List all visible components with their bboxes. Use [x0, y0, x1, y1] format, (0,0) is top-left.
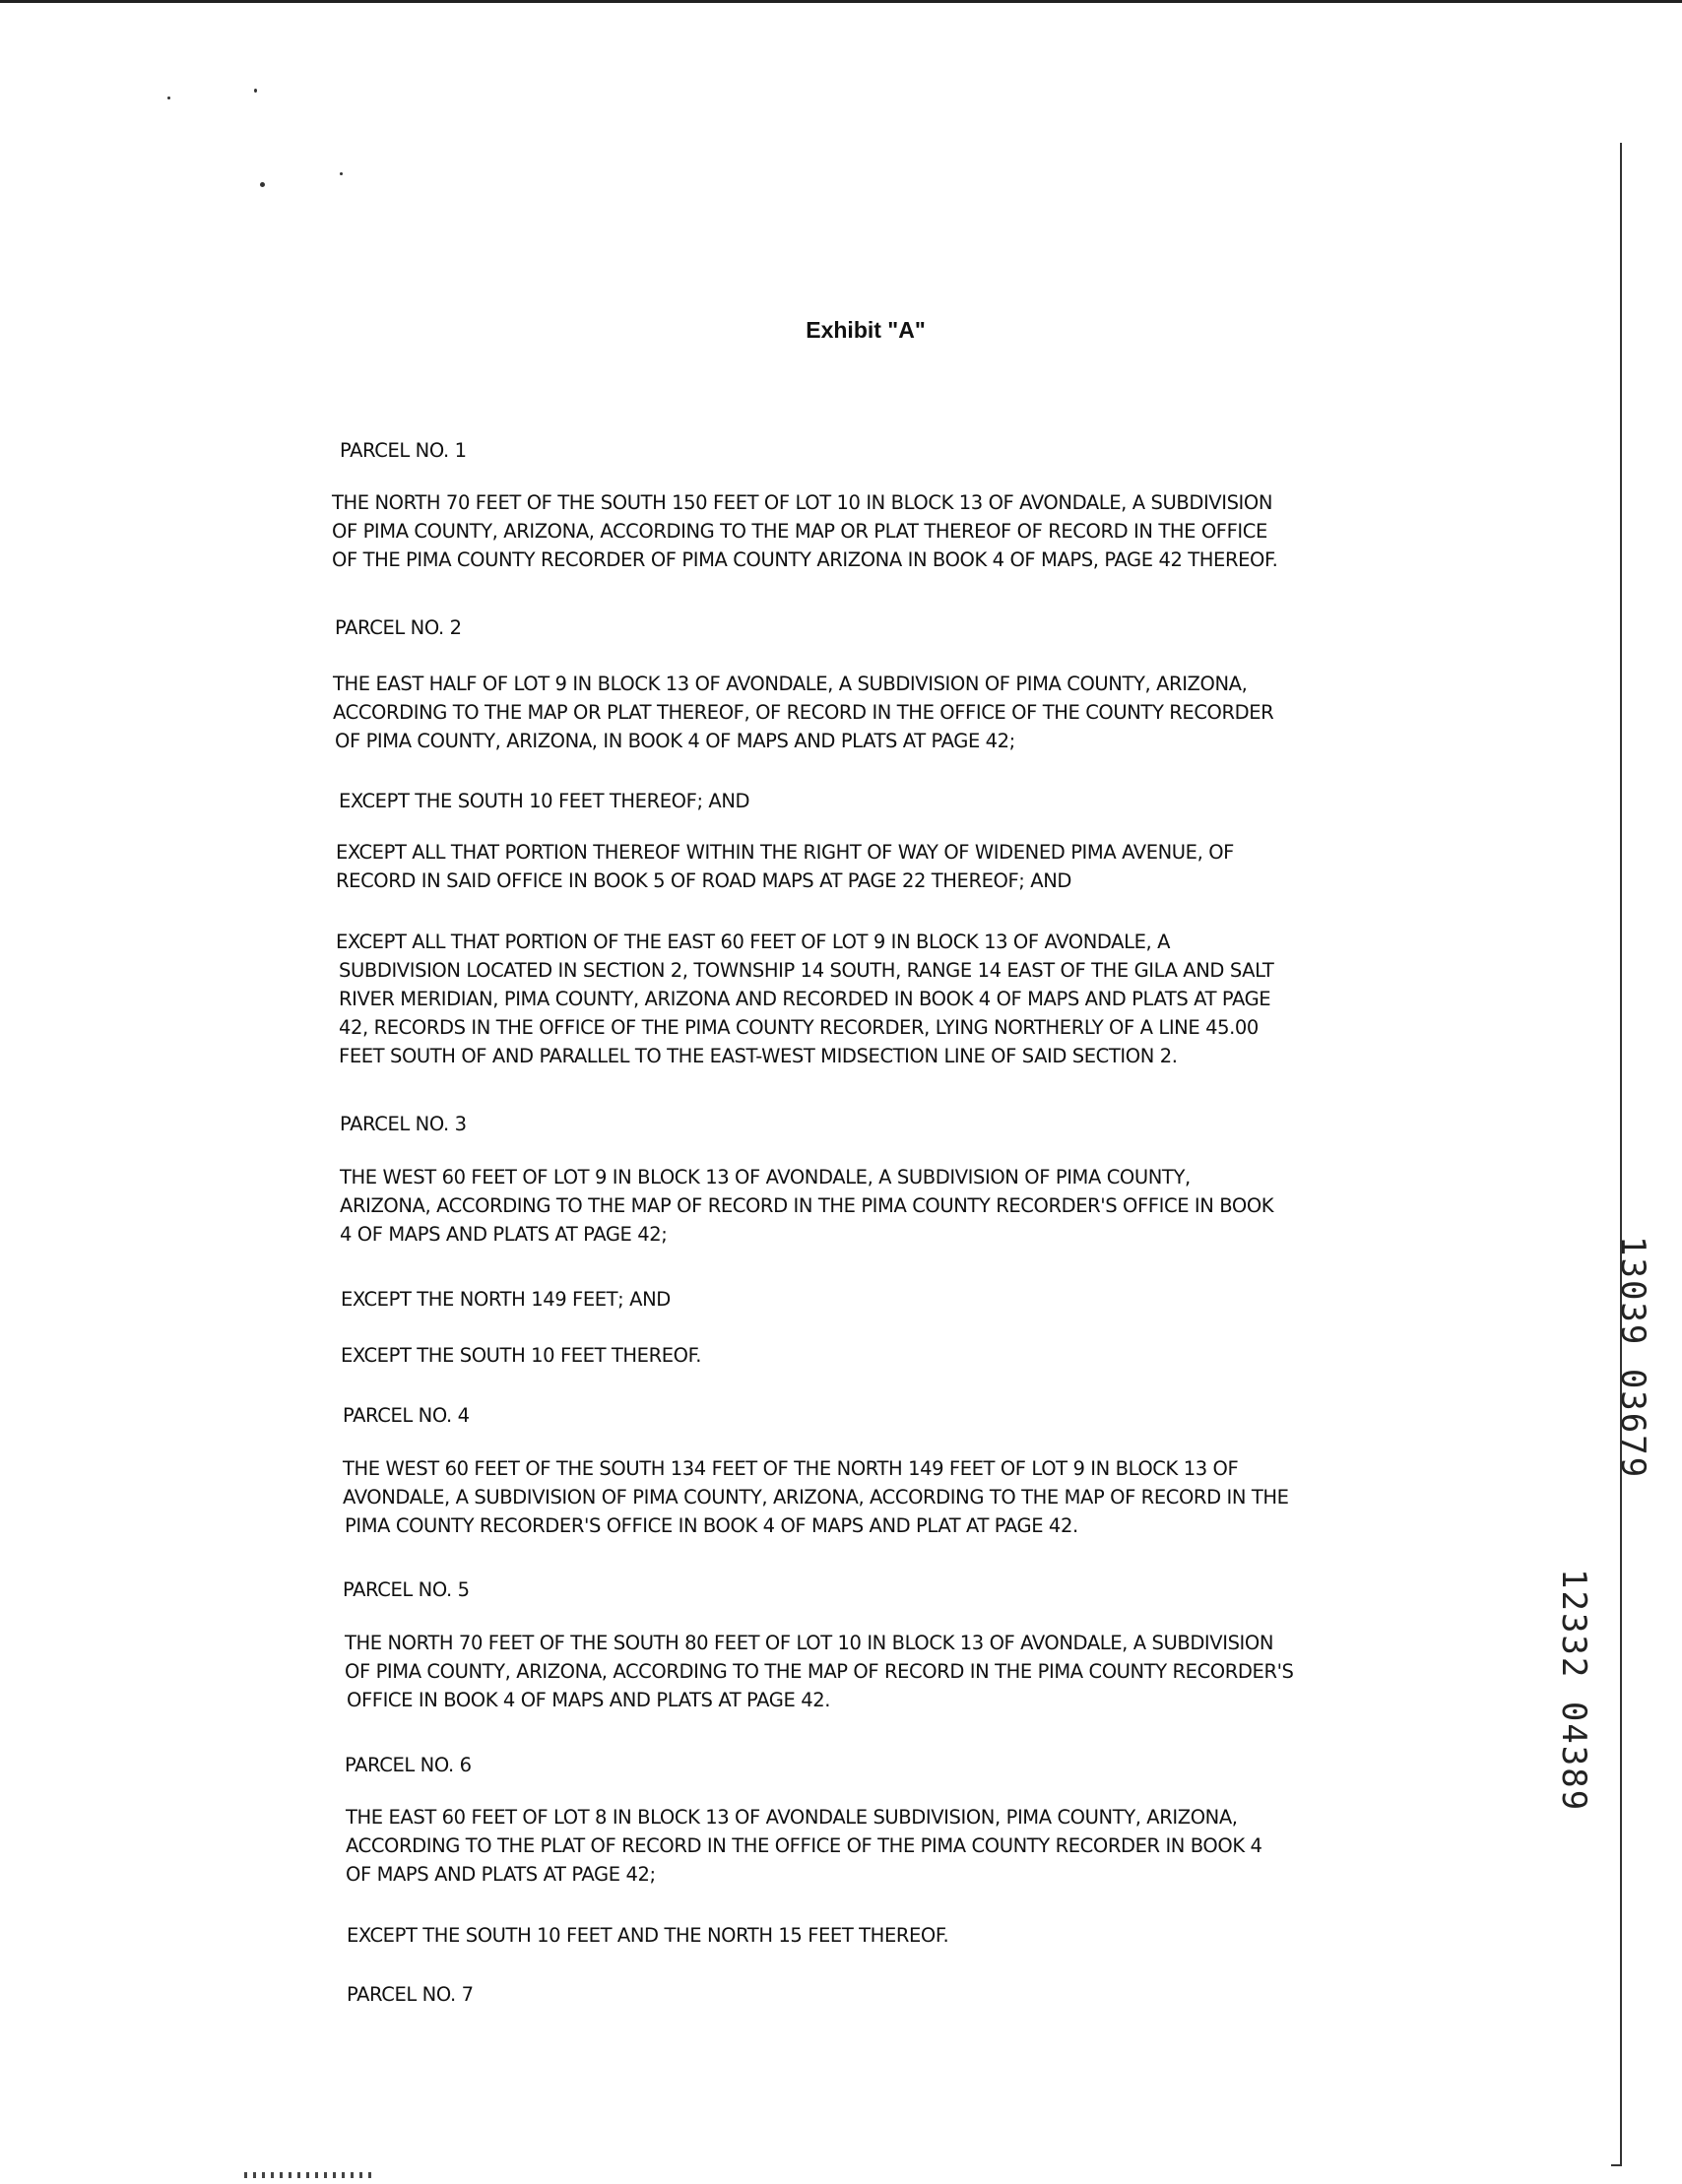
paragraph-line: EXCEPT ALL THAT PORTION OF THE EAST 60 FEET OF LOT 9 IN BLOCK 13 OF AVONDALE, A: [336, 931, 1171, 953]
exception-line: EXCEPT THE SOUTH 10 FEET THEREOF; AND: [339, 790, 750, 812]
paragraph-line: THE NORTH 70 FEET OF THE SOUTH 150 FEET OF LOT 10 IN BLOCK 13 OF AVONDALE, A SUBDIVISION: [332, 491, 1273, 514]
paragraph-line: THE WEST 60 FEET OF LOT 9 IN BLOCK 13 OF AVONDALE, A SUBDIVISION OF PIMA COUNTY,: [340, 1166, 1191, 1188]
parcel-heading: PARCEL NO. 5: [343, 1578, 470, 1601]
scan-speck: [260, 182, 265, 187]
paragraph-line: ACCORDING TO THE PLAT OF RECORD IN THE OFFICE OF THE PIMA COUNTY RECORDER IN BOOK 4: [346, 1834, 1262, 1857]
exception-line: EXCEPT THE NORTH 149 FEET; AND: [341, 1288, 671, 1311]
paragraph-line: OF PIMA COUNTY, ARIZONA, ACCORDING TO THE MAP OF RECORD IN THE PIMA COUNTY RECORDER'S: [345, 1660, 1294, 1683]
paragraph-line: OFFICE IN BOOK 4 OF MAPS AND PLATS AT PAGE 42.: [347, 1689, 830, 1711]
scan-bottom-marks: [244, 2172, 372, 2178]
paragraph-line: THE WEST 60 FEET OF THE SOUTH 134 FEET OF THE NORTH 149 FEET OF LOT 9 IN BLOCK 13 OF: [343, 1457, 1239, 1480]
exhibit-title: Exhibit "A": [806, 317, 926, 343]
margin-rule-foot: [1611, 2164, 1622, 2166]
paragraph-line: RECORD IN SAID OFFICE IN BOOK 5 OF ROAD MAPS AT PAGE 22 THEREOF; AND: [336, 869, 1072, 892]
paragraph-line: OF THE PIMA COUNTY RECORDER OF PIMA COUNTY ARIZONA IN BOOK 4 OF MAPS, PAGE 42 THEREOF.: [332, 548, 1278, 571]
exception-line: EXCEPT THE SOUTH 10 FEET AND THE NORTH 15 FEET THEREOF.: [347, 1924, 949, 1947]
paragraph-line: ARIZONA, ACCORDING TO THE MAP OF RECORD IN THE PIMA COUNTY RECORDER'S OFFICE IN BOOK: [340, 1194, 1274, 1217]
paragraph-line: EXCEPT ALL THAT PORTION THEREOF WITHIN THE RIGHT OF WAY OF WIDENED PIMA AVENUE, OF: [336, 841, 1234, 864]
scan-speck: [167, 96, 170, 99]
margin-rule: [1620, 143, 1622, 2166]
paragraph-line: OF MAPS AND PLATS AT PAGE 42;: [346, 1863, 656, 1886]
parcel-heading: PARCEL NO. 7: [347, 1983, 474, 2006]
paragraph-line: ACCORDING TO THE MAP OR PLAT THEREOF, OF RECORD IN THE OFFICE OF THE COUNTY RECORDER: [333, 701, 1274, 724]
paragraph-line: RIVER MERIDIAN, PIMA COUNTY, ARIZONA AND RECORDED IN BOOK 4 OF MAPS AND PLATS AT PAGE: [339, 988, 1271, 1010]
parcel-heading: PARCEL NO. 1: [340, 439, 467, 462]
paragraph-line: 42, RECORDS IN THE OFFICE OF THE PIMA COUNTY RECORDER, LYING NORTHERLY OF A LINE 45.00: [339, 1016, 1259, 1039]
paragraph-line: 4 OF MAPS AND PLATS AT PAGE 42;: [340, 1223, 668, 1246]
paragraph-line: OF PIMA COUNTY, ARIZONA, IN BOOK 4 OF MAPS AND PLATS AT PAGE 42;: [335, 730, 1015, 752]
parcel-heading: PARCEL NO. 3: [340, 1113, 467, 1135]
scan-speck: [254, 89, 257, 93]
parcel-heading: PARCEL NO. 2: [335, 616, 462, 639]
parcel-heading: PARCEL NO. 4: [343, 1404, 470, 1427]
paragraph-line: OF PIMA COUNTY, ARIZONA, ACCORDING TO THE MAP OR PLAT THEREOF OF RECORD IN THE OFFICE: [332, 520, 1267, 543]
paragraph-line: PIMA COUNTY RECORDER'S OFFICE IN BOOK 4 OF MAPS AND PLAT AT PAGE 42.: [345, 1514, 1078, 1537]
paragraph-line: THE NORTH 70 FEET OF THE SOUTH 80 FEET OF LOT 10 IN BLOCK 13 OF AVONDALE, A SUBDIVISION: [345, 1632, 1274, 1654]
recording-stamp: 12332 04389: [1554, 1569, 1593, 1813]
paragraph-line: AVONDALE, A SUBDIVISION OF PIMA COUNTY, ARIZONA, ACCORDING TO THE MAP OF RECORD IN THE: [343, 1486, 1289, 1509]
paragraph-line: THE EAST 60 FEET OF LOT 8 IN BLOCK 13 OF AVONDALE SUBDIVISION, PIMA COUNTY, ARIZONA,: [346, 1806, 1238, 1829]
scan-speck: [340, 172, 343, 175]
parcel-heading: PARCEL NO. 6: [345, 1754, 472, 1776]
paragraph-line: FEET SOUTH OF AND PARALLEL TO THE EAST-WEST MIDSECTION LINE OF SAID SECTION 2.: [339, 1045, 1178, 1067]
recording-stamp: 13039 03679: [1613, 1236, 1652, 1480]
scan-top-edge: [0, 0, 1682, 3]
paragraph-line: THE EAST HALF OF LOT 9 IN BLOCK 13 OF AVONDALE, A SUBDIVISION OF PIMA COUNTY, ARIZONA,: [333, 673, 1248, 695]
paragraph-line: SUBDIVISION LOCATED IN SECTION 2, TOWNSHIP 14 SOUTH, RANGE 14 EAST OF THE GILA AND SALT: [339, 959, 1274, 982]
exception-line: EXCEPT THE SOUTH 10 FEET THEREOF.: [341, 1344, 702, 1367]
